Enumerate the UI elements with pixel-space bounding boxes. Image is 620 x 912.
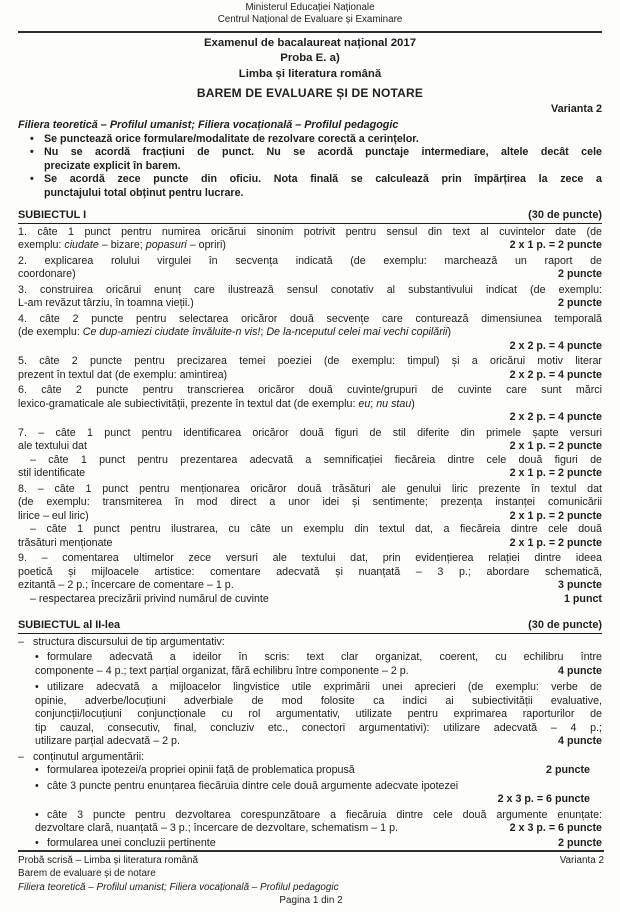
text-line [35,837,602,851]
text-segment: 8. – câte 1 punct pentru menționarea oricăror două trăsături ale genului liric prezente în textul dat [18,482,602,495]
text-segment: Ce dup-amiezi ciudate învăluite-n vis! [82,326,261,339]
text-segment: tip cauzal, consecutiv, final, concluziv etc., conectori argumentativi): utilizare adecvată – 4 p.; [35,721,602,734]
exam-title: Examenul de bacalaureat național 2017 [203,37,417,49]
bullet-marker: • [30,173,34,186]
text-line [18,239,602,253]
text-line [35,695,602,709]
points-value: 2 x 1 p. = 2 puncte [509,239,602,252]
points-value: 2 x 1 p. = 2 puncte [509,509,602,522]
text-segment: formularea ipotezei/a propriei opinii față de problematica propusă [47,764,355,777]
barem-title: BAREM DE EVALUARE ȘI DE NOTARE [196,86,424,101]
section-points: (30 de puncte) [528,619,602,632]
footer [18,850,604,907]
text-segment: 9. – comentarea ultimelor zece versuri ale textului dat, prin evidențierea relației dintre ideea [18,552,602,565]
text-segment: – respectarea precizării privind numărul de cuvinte [30,592,269,605]
text-segment: formulare adecvată a ideilor în scris: text clar organizat, coerent, cu echilibru între [47,651,602,664]
bullet-marker: • [35,836,39,849]
footer-filiera: Filiera teoretică – Profilul umanist; Filiera vocațională – Profilul pedagogic [18,881,339,893]
text-segment: nu stau [376,397,412,410]
text-line [30,133,602,147]
text-line [35,809,602,823]
text-segment: 4. câte 2 puncte pentru selectarea oricăror două secvențe care conturează dimensiunea temporală [18,312,602,325]
text-line [35,735,602,749]
points-value: 2 x 2 p. = 4 puncte [509,339,602,352]
points-value: 2 x 1 p. = 2 puncte [509,536,602,549]
points-value: 4 puncte [558,735,602,748]
text-segment: 5. câte 2 puncte pentru precizarea temei poeziei (de exemplu: timpul) și a oricărui motiv literar [18,355,602,368]
text-line [18,255,602,269]
footer-barem: Barem de evaluare și de notare [18,868,156,880]
section-2 [18,619,602,850]
text-line [18,510,602,524]
points-value: 1 punct [563,592,602,605]
text-line [18,566,602,580]
text-line [18,411,602,425]
text-segment: – câte 1 punct pentru ilustrarea, cu câte un exemplu din textul dat, a fiecăreia dintre cele două [30,523,602,536]
bullet-marker: • [30,146,34,159]
footer-proba: Probă scrisă – Limba și literatura română [18,855,199,867]
text-segment: utilizare adecvată a mijloacelor lingvistice utile exprimării unei aprecieri (de exemplu: verbe de [47,681,602,694]
section-points: (30 de puncte) [528,209,602,222]
footer-page-number: Pagina 1 din 2 [279,894,343,906]
text-line [35,651,602,665]
proba-title: Proba E. a) [280,52,340,65]
text-segment: ; [260,326,267,339]
points-value: 2 puncte [558,297,602,310]
points-value: 2 x 3 p. = 6 puncte [497,793,590,806]
text-segment: ciudate [64,239,99,252]
text-segment: dezvoltare clară, nuanțată – 3 p.; încercare de dezvoltare, schematism – 1 p. [35,822,398,835]
header-rule [18,31,602,33]
text-segment: – bizare; [98,239,146,252]
text-segment: Se acordă zece puncte din oficiu. Nota finală se calculează prin împărțirea la zece a [44,173,602,186]
text-segment: componente – 4 p.; text parțial organizat, fără echilibru între componente – 2 p. [35,664,409,677]
text-line [30,593,602,607]
text-segment: structura discursului de tip argumentativ: [33,635,225,648]
bullet-marker: • [35,764,39,777]
text-line [18,496,602,510]
text-line [35,665,602,679]
text-line [35,681,602,695]
text-line [35,822,602,836]
text-segment: câte 3 puncte pentru enunțarea fiecăruia dintre cele două argumente adecvate ipotezei [47,779,459,792]
text-segment: formularea unei concluzii pertinente [47,836,216,849]
text-line [18,284,602,298]
variant-label: Varianta 2 [550,103,602,116]
text-segment: De la-nceputul celei mai vechi copilării [266,326,448,339]
text-segment: conținutul argumentării: [33,750,145,763]
points-value: 3 puncte [558,579,602,592]
text-line [18,313,602,327]
text-line [18,369,602,383]
text-segment: lirice – eul liric) [18,509,89,522]
section-1 [18,209,602,606]
text-segment: câte 3 puncte pentru dezvoltarea corespunzătoare a fiecăruia dintre cele două argumente enunțate: [47,808,602,821]
points-value: 4 puncte [558,664,602,677]
bullet-marker: • [35,808,39,821]
text-segment: – câte 1 punct pentru prezentarea adecvată a semnificației fiecăreia dintre cele două figuri de [30,453,602,466]
text-segment: ) [411,397,415,410]
text-segment: exemplu: [18,239,65,252]
points-value: 2 x 2 p. = 4 puncte [509,411,602,424]
text-line [30,146,602,160]
dash-marker: – [18,635,24,648]
section-2-heading [18,619,602,634]
bullet-marker: • [35,779,39,792]
text-line [30,523,602,537]
text-segment: 7. – câte 1 punct pentru identificarea oricăror două figuri de stil diferite din primele șapte versuri [18,426,602,439]
text-segment: 1. câte 1 punct pentru numirea oricărui sinonim potrivit pentru sensul din text al cuvintelor date (de [18,225,602,238]
section-title: SUBIECTUL al II-lea [18,619,121,632]
text-line [18,751,602,765]
points-value: 2 puncte [558,268,602,281]
bullet-marker: • [35,681,39,694]
points-value: 2 x 1 p. = 2 puncte [509,440,602,453]
text-line [18,579,602,593]
bullet-marker: • [30,132,34,145]
section-1-lines [18,226,602,607]
text-line [18,398,602,412]
ministry-line-2: Centrul Național de Evaluare și Examinare [217,14,403,25]
text-segment: punctajului total obținut pentru lucrare. [44,186,244,199]
points-value: 2 puncte [558,836,602,849]
text-segment: stil identificate [18,467,86,480]
text-line [30,454,602,468]
text-line [44,187,602,201]
text-line [35,708,602,722]
text-line [18,268,602,282]
text-segment: trăsături menționate [18,536,113,549]
text-segment: Se punctează orice formulare/modalitate de rezolvare corectă a cerințelor. [44,132,419,145]
section-1-heading [18,209,602,224]
text-line [18,793,602,807]
footer-variant: Varianta 2 [559,855,604,867]
text-line [35,764,602,778]
intro-filiera: Filiera teoretică – Profilul umanist; Filiera vocațională – Profilul pedagogic [18,119,399,132]
text-segment: (de exemplu: [18,326,83,339]
text-segment: eu [358,397,371,410]
points-value: 2 x 2 p. = 4 puncte [509,368,602,381]
text-line [18,326,602,340]
points-value: 2 x 1 p. = 2 puncte [509,467,602,480]
text-segment: (de exemplu: transmiterea în mod direct a unor idei și sentimente; prezența instanței comunicării [18,496,602,509]
text-line [18,427,602,441]
ministry-line-1: Ministerul Educației Naționale [245,2,375,13]
text-segment: conjuncții/locuțiuni conjuncționale cu rol argumentativ, utilizate pentru exprimarea raporturilor de [35,708,602,721]
dash-marker: – [18,750,24,763]
text-line [18,467,602,481]
text-segment: utilizare parțial adecvată – 2 p. [35,735,180,748]
points-value: 2 x 3 p. = 6 puncte [509,822,602,835]
text-line [30,173,602,187]
text-segment: 2. explicarea rolului virgulei în secvența indicată (de exemplu: marchează un raport de [18,254,602,267]
text-line [18,636,602,650]
text-line [18,297,602,311]
text-segment: L-am revăzut târziu, în toamna vieții.) [18,297,194,310]
text-line [35,780,602,794]
text-segment: – opriri) [186,239,226,252]
intro-bullets [18,133,602,201]
text-line [44,160,602,174]
text-segment: popasuri [145,239,187,252]
bullet-marker: • [35,651,39,664]
text-segment: 6. câte 2 puncte pentru transcrierea oricăror două cuvinte/grupuri de cuvinte care sunt mărci [18,384,602,397]
text-line [35,722,602,736]
section-2-lines [18,636,602,851]
text-segment: poetică și mijloacele artistice: comentare adecvată și nuanțată – 3 p.; abordare schematică, [18,565,602,578]
text-segment: ezitantă – 2 p.; încercare de comentare – 1 p. [18,579,234,592]
text-line [18,340,602,354]
text-line [18,384,602,398]
text-segment: precizate explicit în barem. [44,159,181,172]
text-segment: 3. construirea oricărui enunț care ilustrează sensul conotativ al substantivului indicat (de exemplu: [18,283,602,296]
text-segment: ; [370,397,377,410]
points-value: 2 puncte [546,764,590,777]
text-line [18,440,602,454]
text-segment: prezent în textul dat (de exemplu: amintirea) [18,368,228,381]
subject-title: Limba și literatura română [238,67,382,80]
text-line [18,552,602,566]
text-segment: ale textului dat [18,440,87,453]
text-line [18,226,602,240]
text-segment: Nu se acordă fracțiuni de punct. Nu se acordă punctaje intermediare, altele decât cele [44,146,602,159]
text-line [18,537,602,551]
text-segment: lexico-gramaticale ale subiectivității, prezente în textul dat (de exemplu: [18,397,359,410]
text-line [18,355,602,369]
text-segment: coordonare) [18,268,76,281]
section-title: SUBIECTUL I [18,209,87,222]
text-segment: opinie, adverbe/locuțiuni adverbiale de mod folosite ca indici ai subiectivității evaluative, [35,694,602,707]
text-segment: ) [447,326,452,339]
text-line [18,483,602,497]
